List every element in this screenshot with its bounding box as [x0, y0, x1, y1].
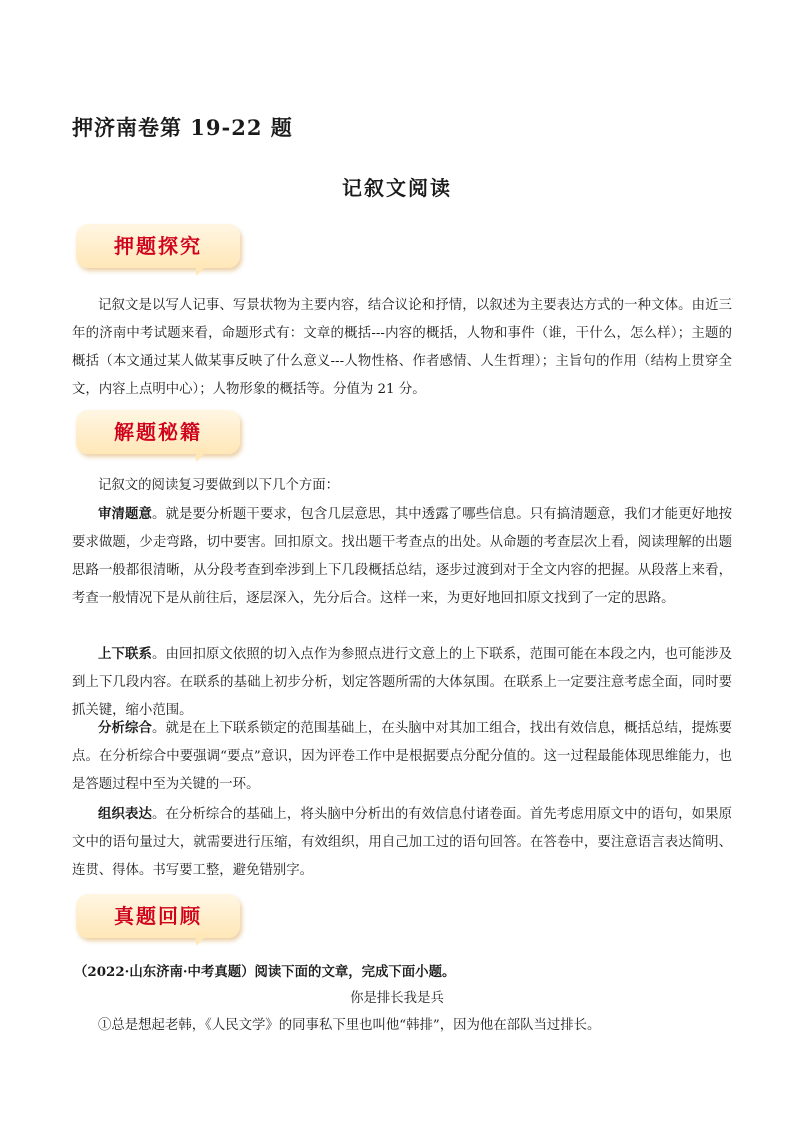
- tip-paragraph: [72, 640, 732, 725]
- tip-term: 审清题意: [98, 506, 152, 522]
- tip-paragraph: [72, 800, 732, 885]
- question-source: （2022·山东济南·中考真题）阅读下面的文章，完成下面小题。: [74, 964, 456, 980]
- passage-paragraph: ①总是想起老韩，《人民文学》的同事私下里也叫他“韩排”，因为他在部队当过排长。: [98, 1018, 601, 1033]
- tip-text: 。在分析综合的基础上，将头脑中分析出的有效信息付诸卷面。首先考虑用原文中的语句，如果原文中的语句量过大，就需要进行压缩，有效组织，用自己加工过的语句回答。在答卷中，要注意语言表达简明、连贯、得体。书写要工整，避免错别字。: [72, 807, 732, 878]
- tip-term: 上下联系: [98, 646, 152, 662]
- tips-intro: 记叙文的阅读复习要做到以下几个方面：: [98, 478, 340, 493]
- page-title: 押济南卷第 19-22 题: [72, 115, 293, 140]
- badge-label: 真题回顾: [114, 904, 202, 928]
- passage-title: 你是排长我是兵: [350, 991, 444, 1006]
- badge-tips: [76, 410, 242, 462]
- tip-term: 组织表达: [98, 806, 152, 822]
- tip-text: 。由回扣原文依照的切入点作为参照点进行文意上的上下联系，范围可能在本段之内，也可能涉及到上下几段内容。在联系的基础上初步分析，划定答题所需的大体氛围。在联系上一定要注意考虑全面，同时要抓关键，缩小范围。: [72, 647, 732, 718]
- tip-term: 分析综合: [98, 720, 152, 736]
- badge-label: 解题秘籍: [114, 420, 202, 444]
- tip-text: 。就是要分析题干要求，包含几层意思，其中透露了哪些信息。只有搞清题意，我们才能更好地按要求做题，少走弯路，切中要害。回扣原文。找出题干考查点的出处。从命题的考查层次上看，阅读理解的出题思路一般都很清晰，从分段考查到牵涉到上下几段概括总结，逐步过渡到对于全文内容的把握。从段落上来看，考查一般情况下是从前往后，逐层深入，先分后合。这样一来，为更好地回扣原文找到了一定的思路。: [72, 507, 732, 606]
- badge-label: 押题探究: [114, 234, 202, 258]
- tip-paragraph: [72, 500, 732, 613]
- badge-review: [76, 894, 242, 946]
- badge-explore: [76, 224, 242, 276]
- section-title: 记叙文阅读: [342, 176, 452, 200]
- explore-paragraph: 记叙文是以写人记事、写景状物为主要内容，结合议论和抒情，以叙述为主要表达方式的一种文体。由近三年的济南中考试题来看，命题形式有：文章的概括---内容的概括，人物和事件（谁，干什么，怎么样）；主题的概括（本文通过某人做某事反映了什么意义---人物性格、作者感情、人生哲理）；主旨句的作用（结构上贯穿全文，内容上点明中心）；人物形象的概括等。分值为 21 分。: [72, 298, 732, 397]
- tip-text: 。就是在上下联系锁定的范围基础上，在头脑中对其加工组合，找出有效信息，概括总结，提炼要点。在分析综合中要强调“要点”意识，因为评卷工作中是根据要点分配分值的。这一过程最能体现思维能力，也是答题过程中至为关键的一环。: [72, 721, 732, 792]
- tip-paragraph: [72, 714, 732, 799]
